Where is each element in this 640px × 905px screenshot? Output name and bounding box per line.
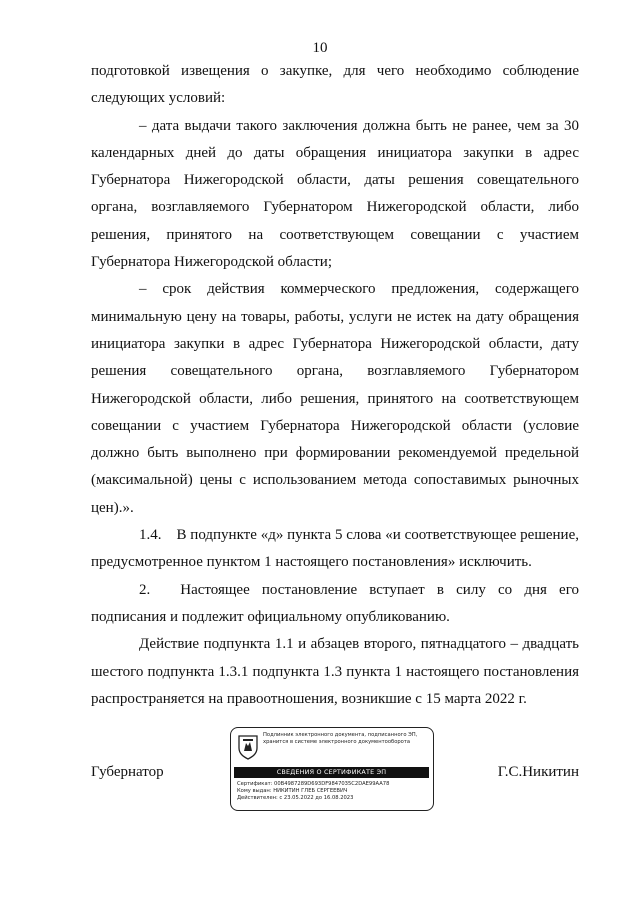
stamp-header: Подлинник электронного документа, подписанного ЭП, хранится в системе электронного документооборота bbox=[263, 732, 418, 745]
paragraph-effect: Действие подпункта 1.1 и абзацев второго, пятнадцатого – двадцать шестого подпункта 1.3.1 подпункта 1.3 пункта 1 настоящего постановления распространяется на правоотношения, возникшие с 15 марта 2022 г. bbox=[91, 636, 579, 707]
coat-of-arms-icon bbox=[237, 734, 259, 760]
electronic-signature-stamp bbox=[230, 727, 434, 811]
paragraph-condition-1: – дата выдачи такого заключения должна быть не ранее, чем за 30 календарных дней до даты обращения инициатора закупки в адрес Губернатора Нижегородской области, даты решения совещательного органа, возглавляемого Губернатором Нижегородской области, либо решения, принятого на соответствующем совещании с участием Губернатора Нижегородской области; bbox=[91, 117, 579, 271]
paragraph-item-1-4: 1.4. В подпункте «д» пункта 5 слова «и соответствующее решение, предусмотренное пунктом 1 настоящего постановления» исключить. bbox=[91, 527, 579, 571]
certificate-owner: Кому выдан: НИКИТИН ГЛЕБ СЕРГЕЕВИЧ bbox=[237, 788, 348, 795]
stamp-bar-title: СВЕДЕНИЯ О СЕРТИФИКАТЕ ЭП bbox=[234, 767, 429, 778]
signatory-name: Г.С.Никитин bbox=[497, 764, 579, 780]
stamp-details bbox=[237, 781, 432, 803]
paragraph-item-2: 2. Настоящее постановление вступает в силу со дня его подписания и подлежит официальному опубликованию. bbox=[91, 581, 579, 625]
certificate-validity: Действителен: с 23.05.2022 до 16.08.2023 bbox=[237, 795, 354, 802]
paragraph-continuation: подготовкой извещения о закупке, для чего необходимо соблюдение следующих условий: bbox=[91, 63, 579, 107]
paragraph-condition-2: – срок действия коммерческого предложения, содержащего минимальную цену на товары, работы, услуги не истек на дату обращения инициатора закупки в адрес Губернатора Нижегородской области, дату решения совещательного органа, возглавляемого Губернатором Нижегородской области, либо решения, принятого на соответствующем совещании с участием Губернатора Нижегородской области (условие должно быть выполнено при формировании рекомендуемой предельной (максимальной) цены с использованием метода сопоставимых рыночных цен).». bbox=[91, 281, 579, 516]
certificate-number: Сертификат: 00B4987289D693DF9847035C2DAE99AA78 bbox=[237, 781, 390, 787]
signatory-title: Губернатор bbox=[91, 764, 164, 780]
page-number: 10 bbox=[312, 40, 328, 56]
document-body bbox=[91, 58, 579, 713]
